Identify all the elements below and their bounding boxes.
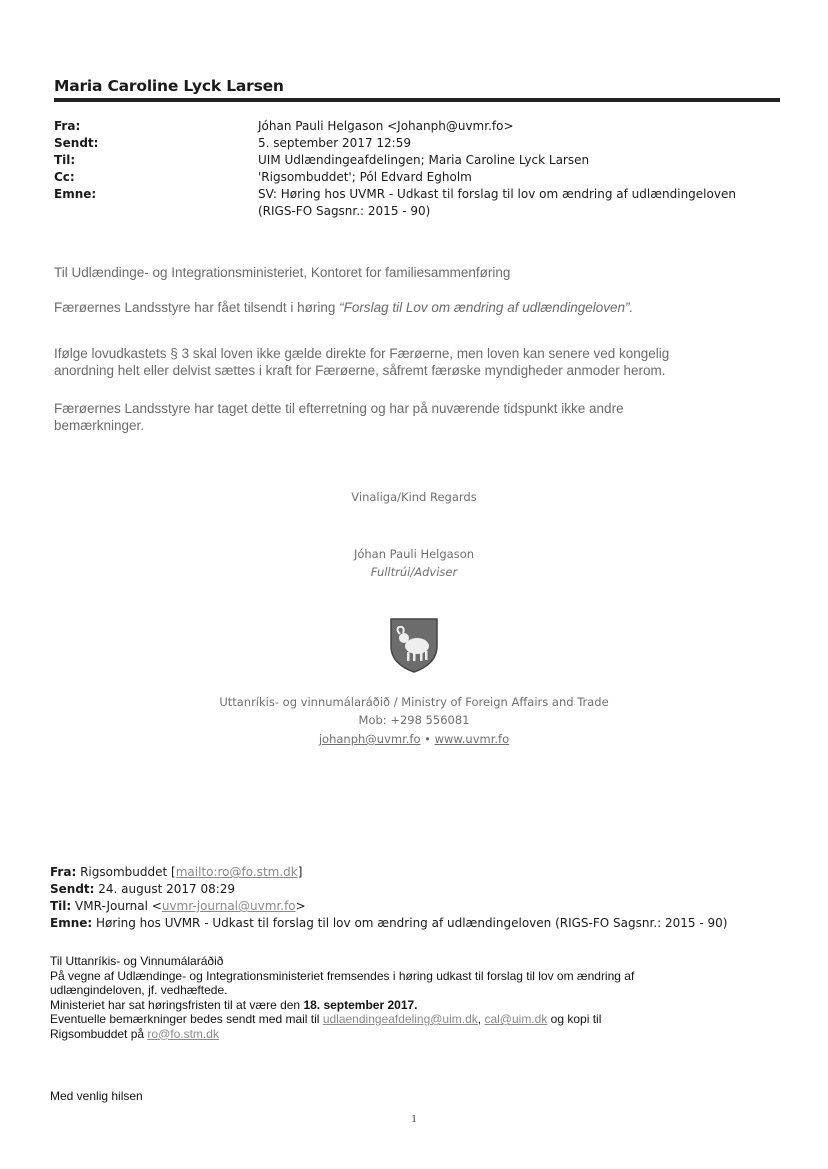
header-sent-row [54, 135, 784, 152]
original-line-2: På vegne af Udlændinge- og Integrationsministeriet fremsendes i høring udkast til forslag til lov om ændring af [50, 968, 635, 983]
sent-value: 5. september 2017 12:59 [258, 136, 411, 150]
forwarded-header [50, 864, 790, 932]
signature-ministry: Uttanríkis- og vinnumálaráðið / Ministry of Foreign Affairs and Trade [219, 695, 609, 709]
header-subject-row [54, 186, 784, 220]
forwarded-subject-label: Emne: [50, 916, 93, 930]
reply-paragraph-2-line2: anordning helt eller delvist sættes i kraft for Færøerne, såfremt færøske myndigheder anmoder herom. [54, 363, 666, 378]
to-value: UIM Udlændingeafdelingen; Maria Caroline Lyck Larsen [258, 153, 590, 167]
signature-mobile: Mob: +298 556081 [358, 713, 470, 727]
signature-regards: Vinaliga/Kind Regards [351, 490, 477, 504]
original-copy-line [50, 1027, 770, 1042]
from-label: Fra: [54, 119, 81, 133]
faroe-ram-crest-icon [388, 616, 440, 674]
original-salutation: Til Uttanríkis- og Vinnumálaráðið [50, 954, 224, 968]
forwarded-subject-row [50, 915, 790, 932]
sent-label: Sendt: [54, 136, 99, 150]
forwarded-sent-label: Sendt: [50, 882, 95, 896]
original-deadline-line [50, 998, 770, 1013]
reply-paragraph-2 [54, 345, 669, 379]
subject-value-line1: SV: Høring hos UVMR - Udkast til forslag til lov om ændring af udlændingeloven [258, 187, 736, 201]
link-separator: • [424, 732, 431, 746]
cc-label: Cc: [54, 170, 75, 184]
signature-email-link[interactable]: johanph@uvmr.fo [318, 732, 421, 746]
forwarded-from-row: Fra: Rigsombuddet [mailto:ro@fo.stm.dk] [50, 865, 303, 879]
original-contact-comma: , [477, 1012, 485, 1026]
forwarded-subject-value: Høring hos UVMR - Udkast til forslag til lov om ændring af udlændingeloven (RIGS-FO Sagsnr.: 2015 - 90) [96, 916, 728, 930]
original-deadline-date: 18. september 2017. [303, 997, 418, 1012]
reply-paragraph-3-line2: bemærkninger. [54, 418, 145, 433]
original-message-body [50, 954, 770, 1041]
reply-paragraph-1 [54, 299, 633, 316]
forwarded-sent-value: 24. august 2017 08:29 [98, 882, 236, 896]
subject-value [258, 186, 784, 220]
udlaendingeafdeling-email-link[interactable]: udlaendingeafdeling@uim.dk [322, 1012, 478, 1026]
page-number: 1 [411, 1113, 417, 1125]
header-divider [54, 98, 780, 102]
cc-value: 'Rigsombuddet'; Pól Edvard Egholm [258, 170, 472, 184]
original-copy-text: Rigsombuddet på [50, 1026, 148, 1041]
to-label: Til: [54, 153, 76, 167]
original-closing: Med venlig hilsen [50, 1089, 143, 1103]
email-header [54, 118, 784, 220]
cal-email-link[interactable]: cal@uim.dk [484, 1012, 548, 1026]
forwarded-from-name: Rigsombuddet [80, 865, 168, 879]
subject-value-line2: (RIGS-FO Sagsnr.: 2015 - 90) [258, 204, 431, 218]
signature-name: Jóhan Pauli Helgason [353, 547, 475, 561]
reply-bill-title: “Forslag til Lov om ændring af udlændingeloven”. [339, 300, 634, 315]
mailbox-owner-name: Maria Caroline Lyck Larsen [54, 77, 284, 95]
original-contact-tail: og kopi til [547, 1012, 602, 1026]
forwarded-from-label: Fra: [50, 865, 77, 879]
original-contact-text: Eventuelle bemærkninger bedes sendt med mail til [50, 1012, 323, 1026]
original-line-3: udlængindeloven, jf. vedhæftede. [50, 983, 228, 997]
forwarded-to-row: Til: VMR-Journal <uvmr-journal@uvmr.fo> [50, 899, 306, 913]
reply-paragraph-3-line1: Færøernes Landsstyre har taget dette til efterretning og har på nuværende tidspunkt ikke andre [54, 401, 624, 416]
forwarded-to-link[interactable]: uvmr-journal@uvmr.fo [161, 899, 296, 913]
reply-paragraph-1-text: Færøernes Landsstyre har fået tilsendt i høring [54, 300, 340, 315]
original-contact-line [50, 1012, 770, 1027]
reply-paragraph-3 [54, 400, 624, 434]
subject-label: Emne: [54, 187, 97, 201]
signature-links [0, 730, 828, 748]
header-to-row [54, 152, 784, 169]
header-cc-row [54, 169, 784, 186]
forwarded-sent-row [50, 881, 790, 898]
rigsombuddet-email-link[interactable]: ro@fo.stm.dk [147, 1026, 219, 1041]
forwarded-from-link[interactable]: mailto:ro@fo.stm.dk [175, 865, 298, 879]
signature-title: Fulltrúi/Adviser [370, 565, 458, 579]
forwarded-to-label: Til: [50, 899, 72, 913]
reply-paragraph-2-line1: Ifølge lovudkastets § 3 skal loven ikke gælde direkte for Færøerne, men loven kan senere ved kongelig [54, 346, 670, 361]
from-value: Jóhan Pauli Helgason <Johanph@uvmr.fo> [258, 119, 514, 133]
header-from-row [54, 118, 784, 135]
original-deadline-text: Ministeriet har sat høringsfristen til at være den [50, 997, 304, 1012]
reply-salutation: Til Udlændinge- og Integrationsministeriet, Kontoret for familiesammenføring [54, 265, 511, 280]
signature-website-link[interactable]: www.uvmr.fo [434, 732, 510, 746]
forwarded-to-name: VMR-Journal [75, 899, 148, 913]
